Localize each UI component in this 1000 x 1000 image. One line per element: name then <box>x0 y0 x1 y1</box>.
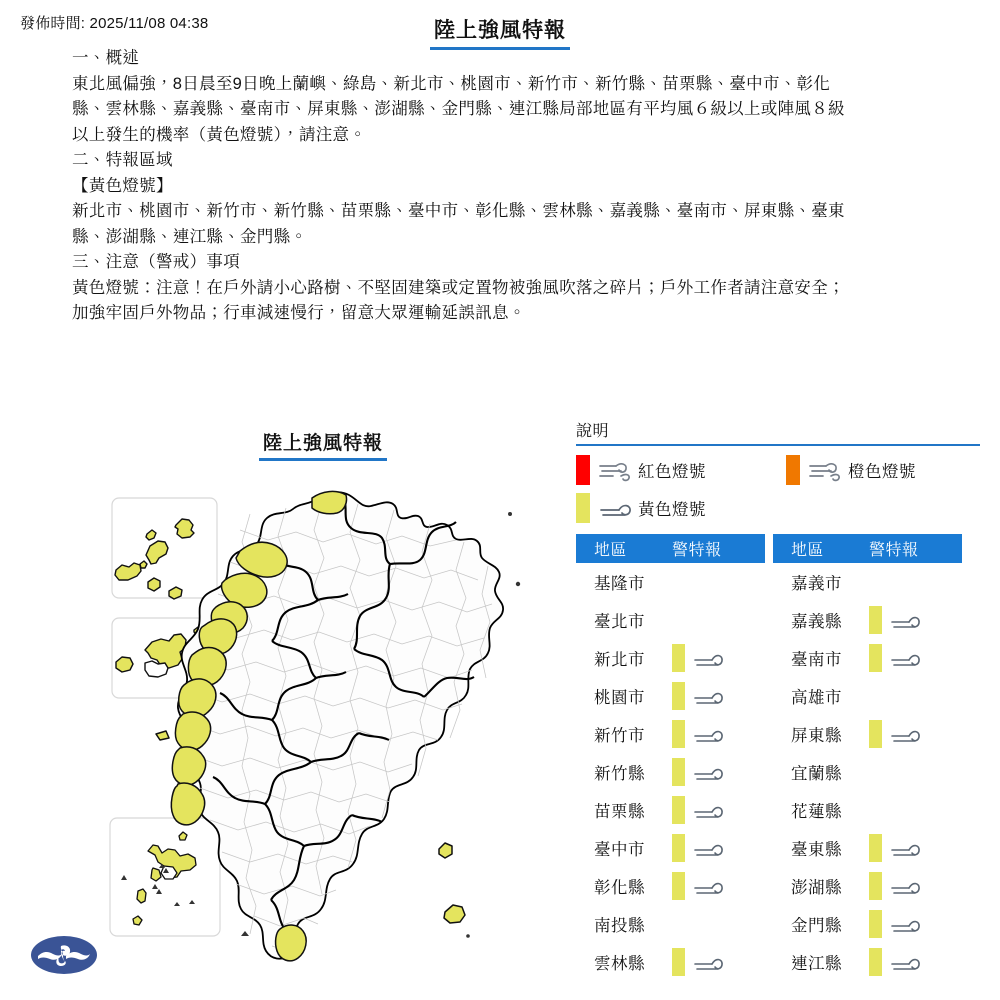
alert-cell <box>869 644 962 672</box>
alert-swatch-yellow <box>672 948 685 976</box>
highlight-north-tip <box>312 491 347 513</box>
section-1-line-1: 東北風偏強，8日晨至9日晚上蘭嶼、綠島、新北市、桃園市、新竹市、新竹縣、苗栗縣、臺中市、彰化 <box>72 74 831 93</box>
alert-swatch-yellow <box>672 758 685 786</box>
alert-cell <box>672 834 765 862</box>
alert-cell <box>869 606 962 634</box>
report-body <box>72 46 932 327</box>
region-name: 連江縣 <box>791 955 842 973</box>
region-name: 高雄市 <box>791 689 842 707</box>
alert-swatch-yellow <box>672 872 685 900</box>
alert-cell <box>869 720 962 748</box>
legend-swatch-red <box>576 455 590 485</box>
region-name: 南投縣 <box>594 917 645 935</box>
table-header-left <box>576 534 765 563</box>
map-title <box>178 428 468 461</box>
section-2-bracket: 【黃色燈號】 <box>72 176 173 195</box>
highlight-pingtung-tip <box>276 925 307 961</box>
legend-swatch-orange <box>786 455 800 485</box>
map-title-text: 陸上強風特報 <box>259 428 387 461</box>
alert-cell <box>869 910 962 938</box>
table-row <box>773 715 962 753</box>
region-name: 臺北市 <box>594 613 645 631</box>
highlight-green-island <box>439 843 452 858</box>
table-row <box>773 677 962 715</box>
wind-light-icon <box>890 723 922 745</box>
legend-divider <box>576 444 980 446</box>
wind-light-icon <box>693 837 725 859</box>
alert-swatch-yellow <box>672 682 685 710</box>
wind-light-icon <box>599 496 633 520</box>
region-table-right <box>773 534 962 981</box>
wind-light-icon <box>693 951 725 973</box>
alert-swatch-yellow <box>869 720 882 748</box>
wind-light-icon <box>890 837 922 859</box>
wind-light-icon <box>693 723 725 745</box>
highlight-tainan <box>171 783 204 825</box>
wind-light-icon <box>693 875 725 897</box>
region-name: 新竹市 <box>594 727 645 745</box>
region-name: 彰化縣 <box>594 879 645 897</box>
alert-cell <box>672 872 765 900</box>
section-1-heading: 一、概述 <box>72 49 140 67</box>
region-name: 苗栗縣 <box>594 803 645 821</box>
table-row <box>773 829 962 867</box>
region-name: 嘉義縣 <box>791 613 842 631</box>
table-row <box>773 563 962 601</box>
section-3-line-1: 黃色燈號：注意！在戶外請小心路樹、不堅固建築或定置物被強風吹落之碎片；戶外工作者請注意安全； <box>72 278 845 297</box>
legend-swatch-yellow <box>576 493 590 523</box>
region-name: 雲林縣 <box>594 955 645 973</box>
alert-swatch-yellow <box>672 796 685 824</box>
table-body-left <box>576 563 765 981</box>
region-name: 臺南市 <box>791 651 842 669</box>
alert-cell <box>672 796 765 824</box>
alert-swatch-yellow <box>672 720 685 748</box>
table-row <box>576 829 765 867</box>
wind-light-icon <box>890 647 922 669</box>
table-row <box>576 677 765 715</box>
wind-light-icon <box>890 609 922 631</box>
table-row <box>576 639 765 677</box>
table-header-right <box>773 534 962 563</box>
table-row <box>576 905 765 943</box>
section-2-heading: 二、特報區域 <box>72 151 173 169</box>
region-name: 屏東縣 <box>791 727 842 745</box>
region-name: 宜蘭縣 <box>791 765 842 783</box>
table-row <box>773 791 962 829</box>
alert-cell <box>672 948 765 976</box>
section-3-line-2: 加強牢固戶外物品；行車減速慢行，留意大眾運輸延誤訊息。 <box>72 304 526 322</box>
wind-light-icon <box>693 685 725 707</box>
legend-label-orange: 橙色燈號 <box>848 463 916 481</box>
publish-time: 發佈時間: 2025/11/08 04:38 <box>20 15 209 32</box>
table-row <box>576 943 765 981</box>
legend-title: 說明 <box>576 423 610 440</box>
table-row <box>576 715 765 753</box>
alert-cell <box>672 644 765 672</box>
table-row <box>773 867 962 905</box>
taiwan-advisory-map <box>90 470 560 990</box>
legend-panel <box>576 418 980 527</box>
table-row <box>773 753 962 791</box>
table-row <box>576 601 765 639</box>
section-3-heading: 三、注意（警戒）事項 <box>72 253 240 271</box>
alert-swatch-yellow <box>672 644 685 672</box>
legend-label-red: 紅色燈號 <box>638 463 706 481</box>
table-row <box>773 905 962 943</box>
section-1-line-2: 縣、雲林縣、嘉義縣、臺南市、屏東縣、澎湖縣、金門縣、連江縣局部地區有平均風６級以上或陣風８級 <box>72 100 845 118</box>
alert-swatch-yellow <box>869 606 882 634</box>
column-header-alert: 警特報 <box>672 542 722 559</box>
alert-swatch-yellow <box>869 872 882 900</box>
region-name: 花蓮縣 <box>791 803 842 821</box>
region-name: 基隆市 <box>594 575 645 593</box>
alert-swatch-yellow <box>869 834 882 862</box>
wind-light-icon <box>693 761 725 783</box>
cwa-logo-svg <box>30 934 98 976</box>
legend-item-orange <box>786 455 916 485</box>
alert-swatch-yellow <box>869 644 882 672</box>
wind-strong-icon <box>809 458 843 482</box>
legend-item-yellow <box>576 493 706 523</box>
region-name: 桃園市 <box>594 689 645 707</box>
alert-cell <box>672 682 765 710</box>
table-row <box>576 791 765 829</box>
alert-swatch-yellow <box>672 834 685 862</box>
map-svg <box>90 470 560 990</box>
table-row <box>773 639 962 677</box>
wind-light-icon <box>890 951 922 973</box>
table-row <box>773 943 962 981</box>
table-row <box>576 753 765 791</box>
table-body-right <box>773 563 962 981</box>
page-title-text: 陸上強風特報 <box>430 14 570 50</box>
region-name: 新竹縣 <box>594 765 645 783</box>
table-row <box>576 867 765 905</box>
region-name: 金門縣 <box>791 917 842 935</box>
region-name: 新北市 <box>594 651 645 669</box>
wind-light-icon <box>890 913 922 935</box>
table-row <box>773 601 962 639</box>
legend-item-red <box>576 455 706 485</box>
legend-items <box>576 455 980 527</box>
wind-light-icon <box>693 799 725 821</box>
table-row <box>576 563 765 601</box>
region-name: 臺中市 <box>594 841 645 859</box>
column-header-region: 地區 <box>594 542 628 559</box>
alert-cell <box>672 758 765 786</box>
alert-swatch-yellow <box>869 910 882 938</box>
section-2-line-2: 縣、澎湖縣、連江縣、金門縣。 <box>72 227 308 246</box>
cwa-logo <box>30 934 98 976</box>
highlight-coastal-spit <box>156 731 169 740</box>
column-header-alert: 警特報 <box>869 542 919 559</box>
section-1-line-3: 以上發生的機率（黃色燈號），請注意。 <box>72 125 367 144</box>
page-title <box>0 14 1000 50</box>
wind-strong-icon <box>599 458 633 482</box>
alert-cell <box>869 948 962 976</box>
alert-swatch-yellow <box>869 948 882 976</box>
region-name: 嘉義市 <box>791 575 842 593</box>
highlight-lanyu <box>444 905 465 923</box>
wind-light-icon <box>693 647 725 669</box>
section-2-line-1: 新北市、桃園市、新竹市、新竹縣、苗栗縣、臺中市、彰化縣、雲林縣、嘉義縣、臺南市、屏東縣、臺東 <box>72 202 845 220</box>
region-table-left <box>576 534 765 981</box>
alert-cell <box>869 834 962 862</box>
region-name: 澎湖縣 <box>791 879 842 897</box>
wind-light-icon <box>890 875 922 897</box>
legend-label-yellow: 黃色燈號 <box>638 501 706 519</box>
alert-cell <box>672 720 765 748</box>
column-header-region: 地區 <box>791 542 825 559</box>
region-name: 臺東縣 <box>791 841 842 859</box>
alert-cell <box>869 872 962 900</box>
